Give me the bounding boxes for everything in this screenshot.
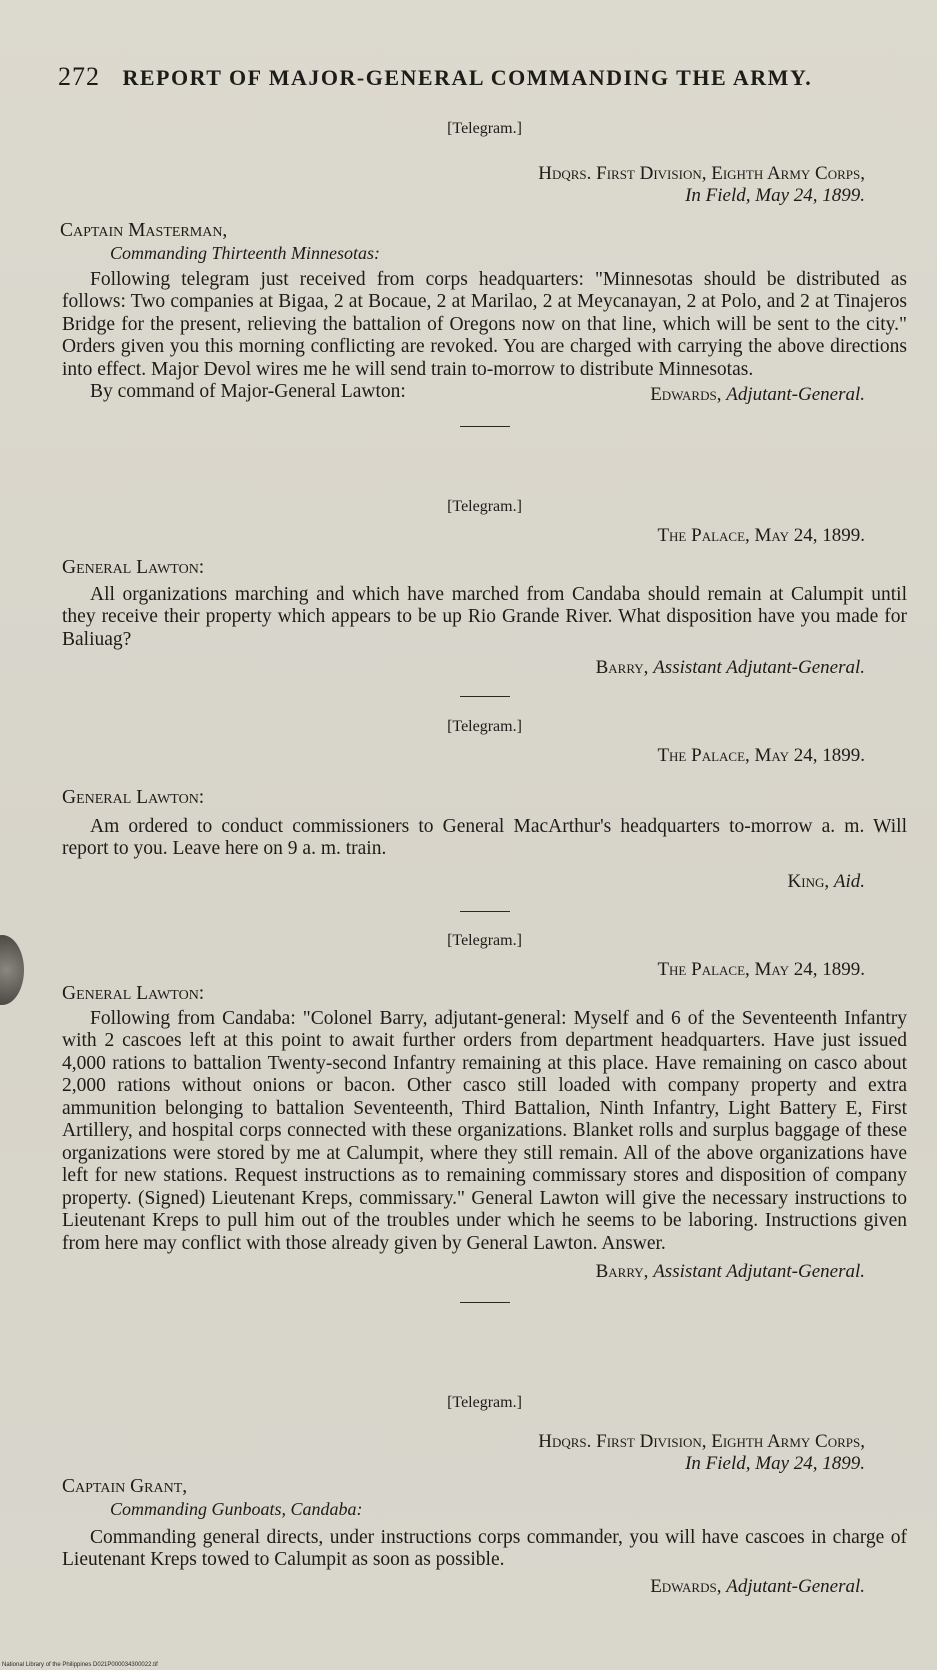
signature-role: Adjutant-General. — [726, 1575, 865, 1597]
telegram-body: Following telegram just received from corps headquarters: "Minnesotas should be distributed as follows: Two companies at Bigaa, 2 at Bocaue, 2 at Marilao, 2 at Meycanayan, 2 at Polo, and 2 at Tinajeros Bridge for the present, relieving the battalion of Oregons now on that line, which will be sent to the city." Orders given you this morning conflicting are revoked. You are charged with carrying the above directions into effect. Major Devol wires me he will send train to-morrow to distribute Minnesotas. — [62, 268, 907, 380]
addressee: General Lawton: — [62, 983, 205, 1004]
addressee: Captain Grant, — [62, 1475, 188, 1497]
scan-footer: National Library of the Philippines D021P000034300022.tif — [2, 1662, 158, 1668]
signature-name: Barry, — [595, 1261, 649, 1282]
addressee: General Lawton: — [62, 787, 205, 808]
signature-name: Barry, — [595, 657, 649, 678]
addressee-sub: Commanding Thirteenth Minnesotas: — [110, 243, 380, 263]
telegram-label: [Telegram.] — [447, 932, 522, 949]
telegram-3 — [62, 716, 907, 912]
signature — [62, 1261, 907, 1284]
addressee-sub: Commanding Gunboats, Candaba: — [110, 1499, 363, 1519]
page-number: 272 — [58, 62, 100, 91]
telegram-1 — [62, 118, 907, 427]
addressee: Captain Masterman, — [60, 219, 228, 241]
divider — [460, 911, 510, 912]
divider — [460, 696, 510, 697]
divider — [460, 1302, 510, 1303]
signature — [62, 1576, 907, 1599]
running-header — [58, 62, 878, 92]
telegram-body: Commanding general directs, under instructions corps commander, you will have cascoes in charge of Lieutenant Kreps towed to Calumpit as soon as possible. — [62, 1526, 907, 1570]
addressee: General Lawton: — [62, 557, 205, 578]
thumb-shadow — [0, 935, 24, 1005]
signature-name: King, — [787, 870, 830, 892]
telegram-body-2: By command of Major-General Lawton: — [90, 381, 406, 402]
signature-role: Assistant Adjutant-General. — [653, 657, 865, 678]
signature — [62, 657, 907, 680]
telegram-5 — [62, 1392, 907, 1598]
sender-line: The Palace, May 24, 1899. — [657, 958, 865, 980]
date-line: In Field, May 24, 1899. — [685, 185, 865, 206]
telegram-body: All organizations marching and which have marched from Candaba should remain at Calumpit until they receive their property which appears to be up Rio Grande River. What disposition have you made for Baliuag? — [62, 583, 907, 650]
sender-line: Hdqrs. First Division, Eighth Army Corps, — [538, 1430, 865, 1452]
signature-role: Assistant Adjutant-General. — [653, 1261, 865, 1282]
divider — [460, 426, 510, 427]
sender-line: Hdqrs. First Division, Eighth Army Corps, — [538, 162, 865, 184]
telegram-body: Am ordered to conduct commissioners to General MacArthur's headquarters to-morrow a. m. Will report to you. Leave here on 9 a. m. train. — [62, 815, 907, 859]
sender-line: The Palace, May 24, 1899. — [657, 744, 865, 766]
telegram-label: [Telegram.] — [447, 718, 522, 735]
telegram-4 — [62, 930, 907, 1303]
telegram-2 — [62, 496, 907, 697]
signature-name: Edwards, — [650, 1575, 722, 1597]
signature-role: Aid. — [833, 870, 865, 892]
signature — [62, 871, 907, 894]
page-title: REPORT OF MAJOR-GENERAL COMMANDING THE ARMY. — [122, 65, 813, 90]
signature-name: Edwards, — [650, 383, 722, 405]
telegram-body: Following from Candaba: "Colonel Barry, adjutant-general: Myself and 6 of the Seventeenth Infantry with 2 cascoes left at this point to await further orders from department headquarters. Have just issued 4,000 rations to battalion Twenty-second Infantry remaining at this place. Have remaining on casco about 2,000 rations without onions or bacon. Other casco still loaded with company property and extra ammunition belonging to battalion Seventeenth, Third Battalion, Ninth Infantry, Light Battery E, First Artillery, and hospital corps connected with these organizations. Blanket rolls and surplus baggage of these organizations were stored by me at Calumpit, where they still remain. All of the above organizations have left for new stations. Request instructions as to remaining commissary stores and disposition of company property. (Signed) Lieutenant Kreps, commissary." General Lawton will give the necessary instructions to Lieutenant Kreps to pull him out of the troubles under which he seems to be laboring. Instructions given from here may conflict with those already given by General Lawton. Answer. — [62, 1007, 907, 1254]
telegram-label: [Telegram.] — [447, 498, 522, 515]
sender-line: The Palace, May 24, 1899. — [657, 524, 865, 546]
date-line: In Field, May 24, 1899. — [685, 1453, 865, 1474]
telegram-label: [Telegram.] — [447, 1394, 522, 1411]
telegram-label: [Telegram.] — [447, 120, 522, 137]
signature-role: Adjutant-General. — [726, 383, 865, 405]
